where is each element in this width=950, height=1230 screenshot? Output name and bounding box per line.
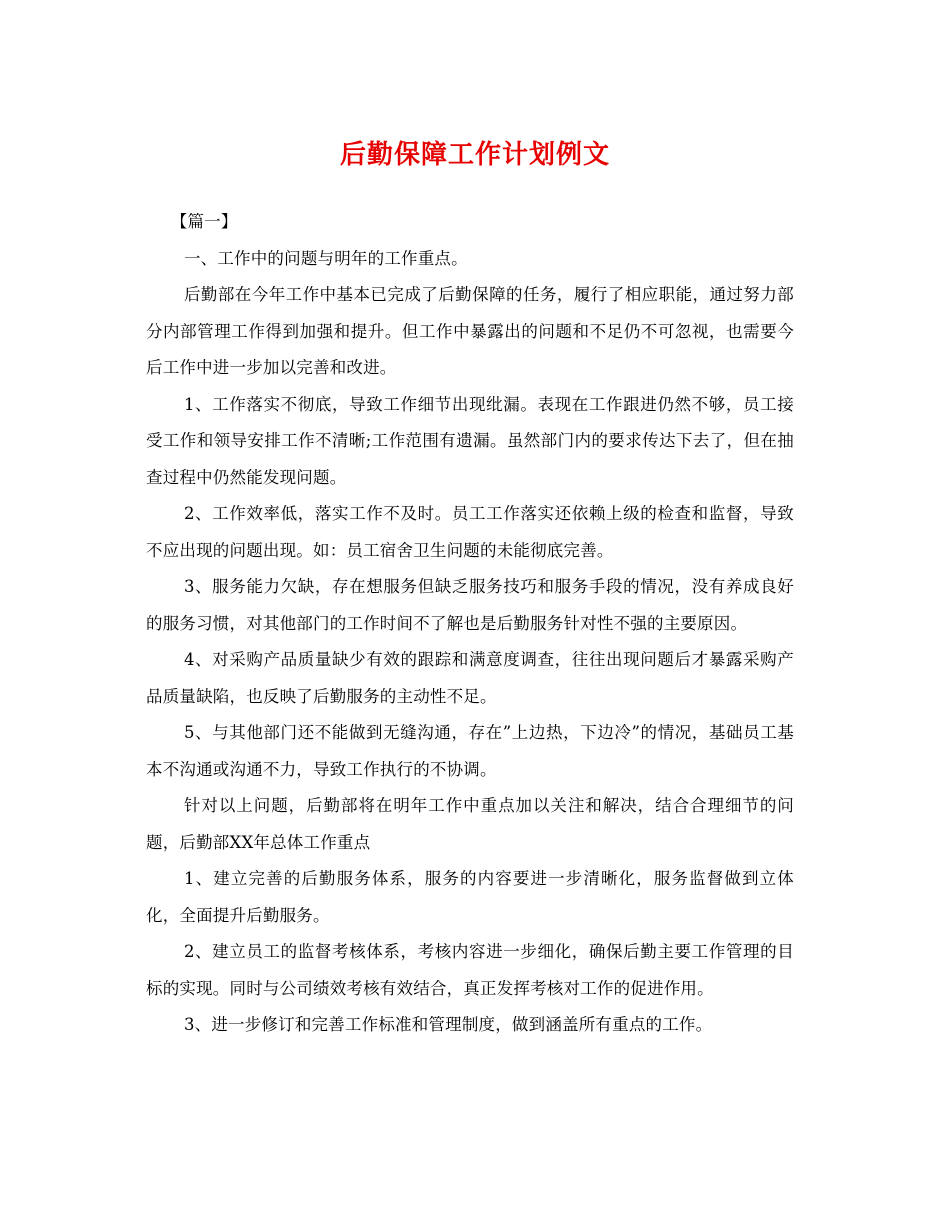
paragraph: 4、对采购产品质量缺少有效的跟踪和满意度调查，往往出现问题后才暴露采购产品质量缺陷，也反映了后勤服务的主动性不足。 [146,650,794,706]
paragraph: 2、工作效率低，落实工作不及时。员工工作落实还依赖上级的检查和监督，导致不应出现的问题出现。如：员工宿舍卫生问题的未能彻底完善。 [146,504,794,560]
paragraph: 1、工作落实不彻底，导致工作细节出现纰漏。表现在工作跟进仍然不够，员工接受工作和领导安排工作不清晰;工作范围有遗漏。虽然部门内的要求传达下去了，但在抽查过程中仍然能发现问题。 [146,394,794,487]
paragraph: 1、建立完善的后勤服务体系，服务的内容要进一步清晰化，服务监督做到立体化，全面提升后勤服务。 [146,869,794,925]
paragraph: 5、与其他部门还不能做到无缝沟通，存在”上边热，下边冷”的情况，基础员工基本不沟通或沟通不力，导致工作执行的不协调。 [146,723,794,779]
paragraph: 2、建立员工的监督考核体系，考核内容进一步细化，确保后勤主要工作管理的目标的实现。同时与公司绩效考核有效结合，真正发挥考核对工作的促进作用。 [146,942,794,998]
paragraph: 3、进一步修订和完善工作标准和管理制度，做到涵盖所有重点的工作。 [183,1015,713,1034]
paragraph: 3、服务能力欠缺，存在想服务但缺乏服务技巧和服务手段的情况，没有养成良好的服务习惯，对其他部门的工作时间不了解也是后勤服务针对性不强的主要原因。 [146,577,794,633]
document-body [146,204,794,1044]
document-title: 后勤保障工作计划例文 [339,140,610,170]
paragraph: 后勤部在今年工作中基本已完成了后勤保障的任务，履行了相应职能，通过努力部分内部管理工作得到加强和提升。但工作中暴露出的问题和不足仍不可忽视，也需要今后工作中进一步加以完善和改进。 [146,285,794,377]
section-heading: 【篇一】 [170,212,238,231]
paragraph: 一、工作中的问题与明年的工作重点。 [183,248,468,268]
paragraph: 针对以上问题，后勤部将在明年工作中重点加以关注和解决，结合合理细节的问题，后勤部XX年总体工作重点 [146,796,794,852]
